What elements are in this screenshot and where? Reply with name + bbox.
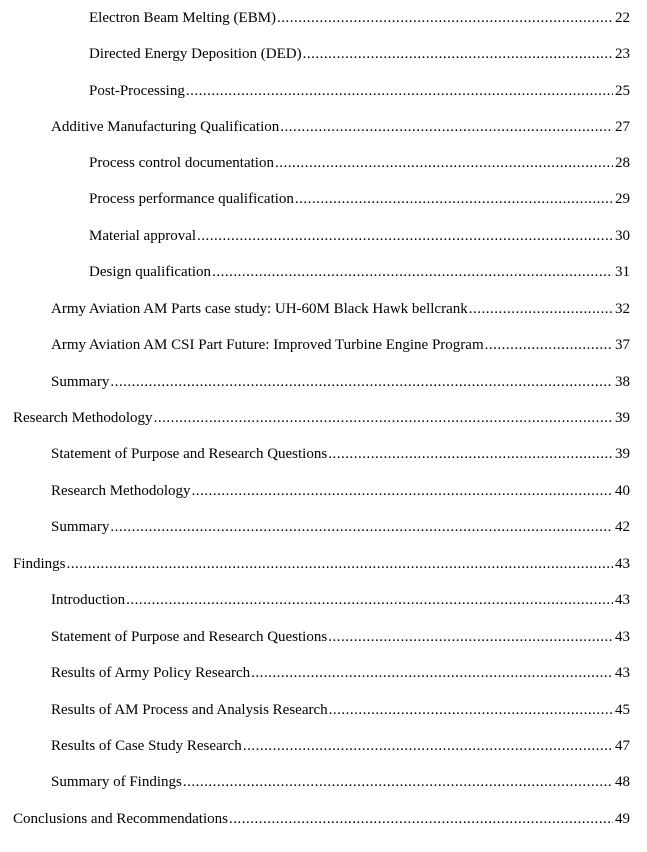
- toc-entry-conclusions-chapter[interactable]: [13, 809, 630, 829]
- toc-entry-case-study-results[interactable]: [51, 736, 630, 756]
- toc-entry-title: Directed Energy Deposition (DED): [89, 46, 302, 62]
- toc-dot-leader: [183, 772, 613, 792]
- toc-entry-title: Electron Beam Melting (EBM): [89, 10, 277, 26]
- toc-dot-leader: [295, 189, 613, 209]
- toc-dot-leader: [186, 81, 613, 101]
- toc-entry-research-methodology[interactable]: [51, 481, 630, 501]
- toc-dot-leader: [328, 444, 613, 464]
- toc-dot-leader: [110, 372, 613, 392]
- toc-entry-title: Process control documentation: [89, 155, 274, 171]
- toc-entry-title: Army Aviation AM Parts case study: UH-60M Black Hawk bellcrank: [51, 301, 468, 317]
- toc-entry-page: 27: [615, 119, 630, 135]
- toc-dot-leader: [469, 299, 613, 319]
- toc-entry-material-approval[interactable]: [89, 226, 630, 246]
- toc-entry-title: Post-Processing: [89, 83, 185, 99]
- toc-entry-page: 22: [615, 10, 630, 26]
- toc-entry-title: Statement of Purpose and Research Questions: [51, 446, 328, 462]
- toc-dot-leader: [229, 809, 613, 829]
- toc-entry-title: Additive Manufacturing Qualification: [51, 119, 280, 135]
- toc-dot-leader: [110, 517, 613, 537]
- toc-entry-page: 40: [615, 483, 630, 499]
- toc-entry-summary[interactable]: [51, 517, 630, 537]
- toc-entry-design-qualification[interactable]: [89, 262, 630, 282]
- toc-entry-page: 28: [615, 155, 630, 171]
- toc-dot-leader: [280, 117, 613, 137]
- toc-dot-leader: [192, 481, 613, 501]
- toc-dot-leader: [243, 736, 613, 756]
- toc-entry-title: Results of Case Study Research: [51, 738, 242, 754]
- toc-entry-page: 23: [615, 46, 630, 62]
- toc-entry-title: Summary: [51, 374, 110, 390]
- toc-entry-ded[interactable]: [89, 44, 630, 64]
- toc-dot-leader: [485, 335, 613, 355]
- toc-entry-title: Statement of Purpose and Research Questions: [51, 629, 328, 645]
- toc-entry-title: Summary of Findings: [51, 774, 182, 790]
- toc-entry-title: Research Methodology: [13, 410, 153, 426]
- toc-entry-itep[interactable]: [51, 335, 630, 355]
- toc-dot-leader: [277, 8, 613, 28]
- toc-entry-title: Findings: [13, 556, 66, 572]
- toc-dot-leader: [328, 627, 613, 647]
- toc-entry-page: 43: [615, 556, 630, 572]
- toc-dot-leader: [126, 590, 613, 610]
- toc-entry-page: 25: [615, 83, 630, 99]
- toc-entry-process-control[interactable]: [89, 153, 630, 173]
- toc-entry-summary-of-findings[interactable]: [51, 772, 630, 792]
- toc-entry-page: 31: [615, 264, 630, 280]
- toc-entry-page: 30: [615, 228, 630, 244]
- toc-dot-leader: [251, 663, 613, 683]
- toc-entry-title: Summary: [51, 519, 110, 535]
- toc-dot-leader: [197, 226, 613, 246]
- toc-entry-ebm[interactable]: [89, 8, 630, 28]
- toc-dot-leader: [303, 44, 613, 64]
- toc-entry-statement-of-purpose[interactable]: [51, 627, 630, 647]
- toc-entry-page: 43: [615, 665, 630, 681]
- toc-entry-post-processing[interactable]: [89, 81, 630, 101]
- toc-entry-findings-chapter[interactable]: [13, 554, 630, 574]
- toc-entry-title: Process performance qualification: [89, 191, 294, 207]
- toc-entry-title: Design qualification: [89, 264, 212, 280]
- toc-entry-statement-of-purpose[interactable]: [51, 444, 630, 464]
- toc-entry-page: 42: [615, 519, 630, 535]
- toc-entry-am-qualification[interactable]: [51, 117, 630, 137]
- toc-entry-title: Army Aviation AM CSI Part Future: Improved Turbine Engine Program: [51, 337, 484, 353]
- toc-entry-page: 37: [615, 337, 630, 353]
- toc-entry-uh60m-case-study[interactable]: [51, 299, 630, 319]
- toc-entry-page: 29: [615, 191, 630, 207]
- toc-entry-page: 45: [615, 702, 630, 718]
- toc-entry-page: 32: [615, 301, 630, 317]
- toc-entry-introduction[interactable]: [51, 590, 630, 610]
- toc-entry-army-policy-results[interactable]: [51, 663, 630, 683]
- toc-dot-leader: [212, 262, 613, 282]
- toc-entry-page: 47: [615, 738, 630, 754]
- toc-entry-title: Introduction: [51, 592, 126, 608]
- toc-entry-title: Research Methodology: [51, 483, 191, 499]
- toc-entry-process-performance[interactable]: [89, 189, 630, 209]
- toc-entry-summary[interactable]: [51, 372, 630, 392]
- toc-entry-title: Results of Army Policy Research: [51, 665, 251, 681]
- toc-entry-page: 48: [615, 774, 630, 790]
- toc-entry-page: 39: [615, 410, 630, 426]
- toc-dot-leader: [154, 408, 613, 428]
- toc-entry-page: 43: [615, 629, 630, 645]
- toc-entry-title: Conclusions and Recommendations: [13, 811, 228, 827]
- toc-entry-page: 38: [615, 374, 630, 390]
- toc-entry-page: 49: [615, 811, 630, 827]
- toc-dot-leader: [275, 153, 613, 173]
- toc-dot-leader: [329, 700, 613, 720]
- toc-entry-title: Material approval: [89, 228, 197, 244]
- toc-entry-title: Results of AM Process and Analysis Research: [51, 702, 328, 718]
- toc-entry-page: 39: [615, 446, 630, 462]
- toc-dot-leader: [67, 554, 613, 574]
- toc-entry-page: 43: [615, 592, 630, 608]
- toc-entry-research-methodology-chapter[interactable]: [13, 408, 630, 428]
- toc-entry-am-process-results[interactable]: [51, 700, 630, 720]
